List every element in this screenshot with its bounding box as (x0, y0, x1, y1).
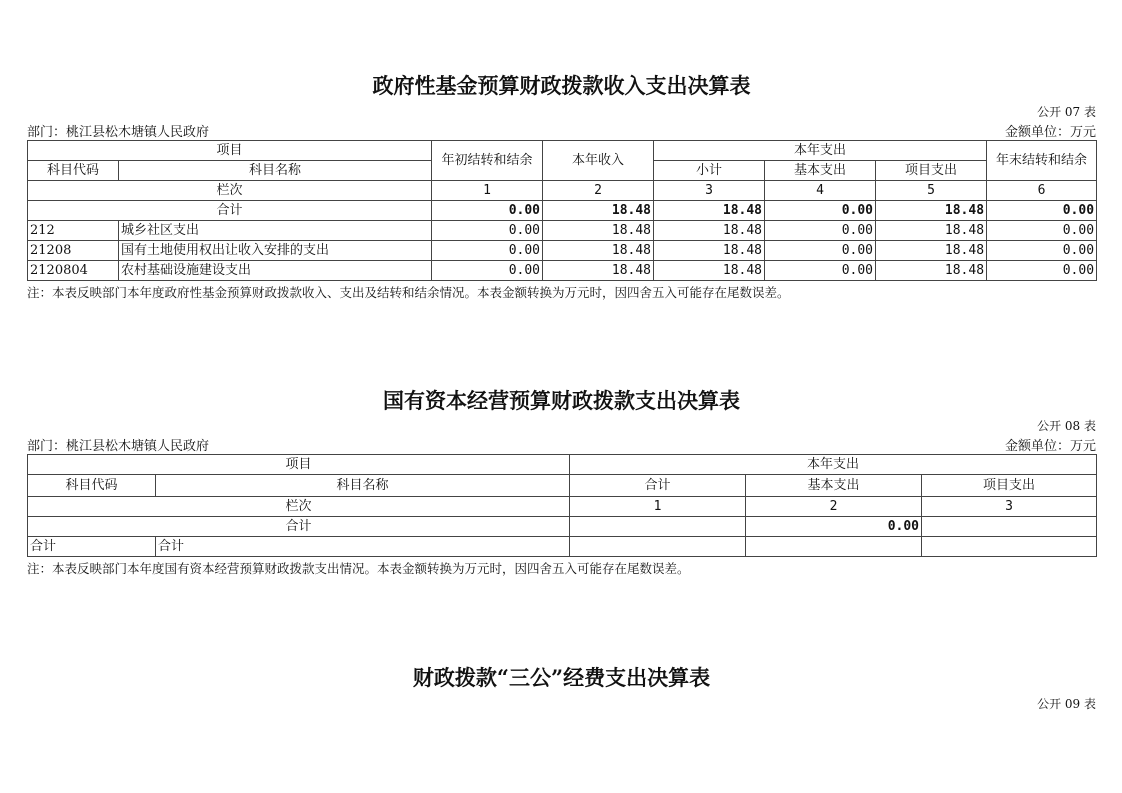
t1-row-value: 0.00 (432, 261, 543, 281)
t2-row-empty (570, 537, 746, 557)
t1-row-value: 18.48 (876, 221, 987, 241)
t1-row-value: 0.00 (987, 261, 1097, 281)
t1-col-index: 6 (987, 181, 1097, 201)
t2-col-index: 3 (922, 497, 1097, 517)
t1-header-income: 本年收入 (543, 141, 654, 181)
t1-row-value: 18.48 (543, 241, 654, 261)
t2-row-empty (746, 537, 922, 557)
t1-header-end-balance: 年末结转和结余 (987, 141, 1097, 181)
t1-col-index: 4 (765, 181, 876, 201)
t2-header-expense: 本年支出 (570, 455, 1097, 475)
t1-row-value: 18.48 (543, 261, 654, 281)
t2-total-empty (570, 517, 746, 537)
table2-title: 国有资本经营预算财政拨款支出决算表 (383, 388, 740, 413)
table1-code: 公开 07 表 (1037, 105, 1096, 119)
t1-row-value: 18.48 (654, 261, 765, 281)
table-row (28, 221, 1097, 241)
t2-row-name: 合计 (156, 537, 570, 557)
table-row (28, 537, 1097, 557)
t1-header-basic: 基本支出 (765, 161, 876, 181)
table1-dept: 部门：桃江县松木塘镇人民政府 (27, 125, 210, 140)
t1-total-label: 合计 (28, 201, 432, 221)
t1-header-subtotal: 小计 (654, 161, 765, 181)
t1-row-name: 城乡社区支出 (119, 221, 432, 241)
table1-code-row (27, 103, 1096, 121)
table1-title: 政府性基金预算财政拨款收入支出决算表 (372, 73, 751, 98)
t2-total-value: 0.00 (746, 517, 922, 537)
t2-col-index: 2 (746, 497, 922, 517)
t2-row-empty (922, 537, 1097, 557)
t1-row-value: 0.00 (765, 241, 876, 261)
t1-col-index: 1 (432, 181, 543, 201)
table3-title: 财政拨款“三公”经费支出决算表 (412, 665, 711, 690)
t1-row-code: 212 (28, 221, 119, 241)
t1-row-value: 0.00 (432, 241, 543, 261)
t2-col-index: 1 (570, 497, 746, 517)
t1-row-code: 21208 (28, 241, 119, 261)
t1-total-value: 18.48 (654, 201, 765, 221)
t1-header-project: 项目支出 (876, 161, 987, 181)
t1-row-value: 0.00 (432, 221, 543, 241)
t1-row-value: 18.48 (876, 261, 987, 281)
table2 (27, 454, 1097, 557)
t1-total-value: 0.00 (765, 201, 876, 221)
t1-total-value: 0.00 (432, 201, 543, 221)
t2-row-code: 合计 (28, 537, 156, 557)
table2-code-row (27, 417, 1096, 435)
t1-header-begin-balance: 年初结转和结余 (432, 141, 543, 181)
t1-row-name: 农村基础设施建设支出 (119, 261, 432, 281)
table1-note: 注：本表反映部门本年度政府性基金预算财政拨款收入、支出及结转和结余情况。本表金额转换为万元时，因四舍五入可能存在尾数误差。 (27, 285, 790, 300)
t2-total-empty (922, 517, 1097, 537)
table1 (27, 140, 1097, 281)
t1-total-value: 18.48 (876, 201, 987, 221)
t1-col-index: 2 (543, 181, 654, 201)
t2-total-label: 合计 (28, 517, 570, 537)
t1-header-subject-code: 科目代码 (28, 161, 119, 181)
t2-header-project: 项目支出 (922, 475, 1097, 497)
table3-code: 公开 09 表 (1037, 697, 1096, 711)
table2-code: 公开 08 表 (1037, 419, 1096, 433)
t2-col-index-label: 栏次 (28, 497, 570, 517)
t1-row-value: 18.48 (654, 241, 765, 261)
section-three-public (27, 664, 1096, 713)
t1-total-value: 18.48 (543, 201, 654, 221)
table2-unit: 金额单位：万元 (1004, 439, 1096, 454)
table-row (28, 241, 1097, 261)
t1-header-expense: 本年支出 (654, 141, 987, 161)
t1-total-row (28, 201, 1097, 221)
t2-total-row (28, 517, 1097, 537)
t1-row-value: 18.48 (543, 221, 654, 241)
t1-row-value: 18.48 (876, 241, 987, 261)
table-row (28, 261, 1097, 281)
t2-header-basic: 基本支出 (746, 475, 922, 497)
section-state-capital (27, 387, 1096, 577)
t1-row-value: 18.48 (654, 221, 765, 241)
t1-col-index-label: 栏次 (28, 181, 432, 201)
t1-row-value: 0.00 (987, 241, 1097, 261)
t1-row-code: 2120804 (28, 261, 119, 281)
t1-row-value: 0.00 (765, 261, 876, 281)
t2-header-item: 项目 (28, 455, 570, 475)
table2-meta (27, 435, 1096, 454)
table1-meta (27, 121, 1096, 140)
t1-col-index: 3 (654, 181, 765, 201)
t1-row-value: 0.00 (765, 221, 876, 241)
t2-header-total: 合计 (570, 475, 746, 497)
t1-header-item: 项目 (28, 141, 432, 161)
t1-row-name: 国有土地使用权出让收入安排的支出 (119, 241, 432, 261)
section-government-fund (27, 72, 1096, 301)
table3-code-row (27, 695, 1096, 713)
t1-row-value: 0.00 (987, 221, 1097, 241)
t2-header-subject-code: 科目代码 (28, 475, 156, 497)
table1-unit: 金额单位：万元 (1004, 125, 1096, 140)
table2-dept: 部门：桃江县松木塘镇人民政府 (27, 439, 210, 454)
t1-header-subject-name: 科目名称 (119, 161, 432, 181)
t1-col-index: 5 (876, 181, 987, 201)
table2-note: 注：本表反映部门本年度国有资本经营预算财政拨款支出情况。本表金额转换为万元时，因四舍五入可能存在尾数误差。 (27, 561, 690, 576)
t2-header-subject-name: 科目名称 (156, 475, 570, 497)
t1-total-value: 0.00 (987, 201, 1097, 221)
